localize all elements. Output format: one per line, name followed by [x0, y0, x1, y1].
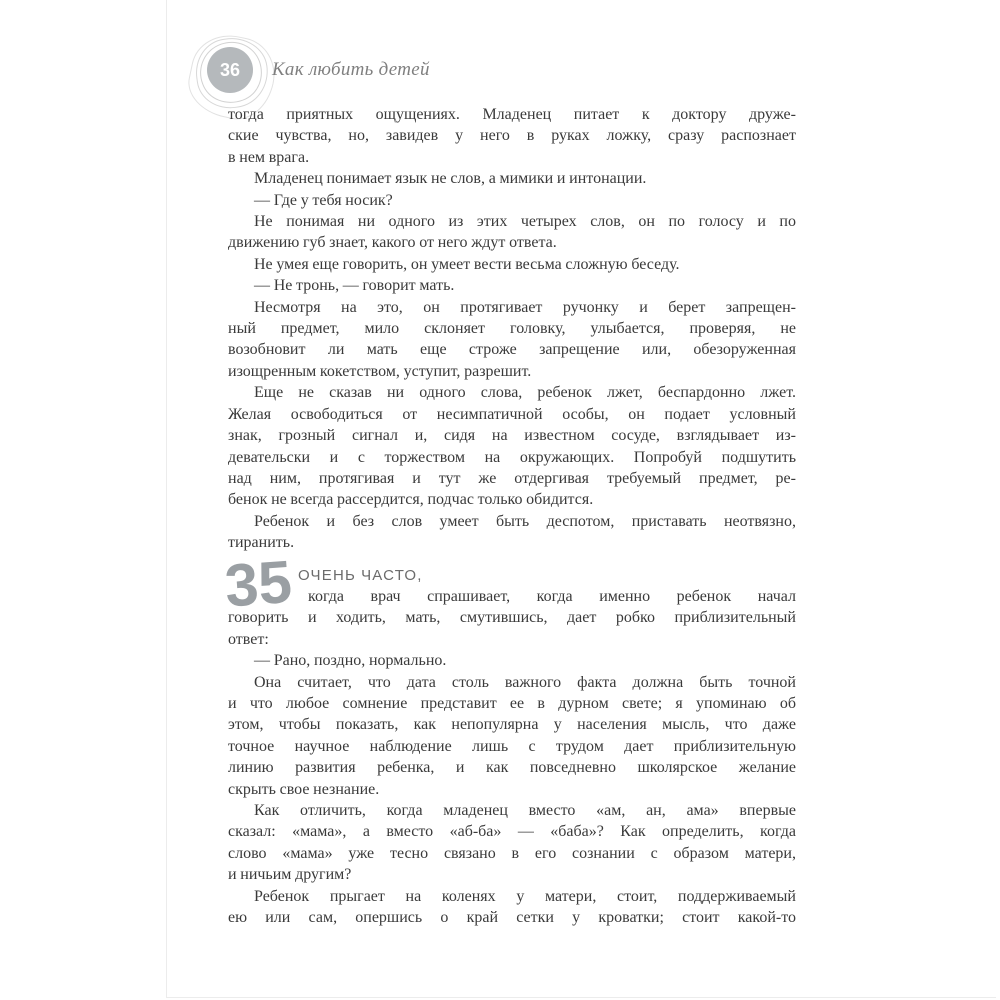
section-start: [222, 547, 796, 651]
text-line: изощренным кокетством, уступит, разрешит.: [228, 362, 532, 380]
text-line: сказал: «мама», а вместо «аб-ба» — «баба»? Как определить, когда: [228, 823, 796, 841]
page-edge-vertical: [166, 0, 167, 997]
paragraph: [228, 275, 796, 296]
paragraph: [228, 800, 796, 886]
text-line: Желая освободиться от несимпатичной особы, он подает условный: [228, 405, 796, 423]
paragraph: [228, 886, 796, 929]
text-line: ный предмет, мило склоняет головку, улыбается, проверяя, не: [228, 320, 796, 338]
page-number: 36: [207, 47, 253, 93]
text-line: — Рано, поздно, нормально.: [254, 652, 447, 670]
text-line: ответ:: [228, 630, 269, 648]
text-line: тиранить.: [228, 534, 295, 552]
text-line: точное научное наблюдение лишь с трудом дает приблизительную: [228, 737, 796, 755]
paragraph: [228, 672, 796, 800]
paragraph: [228, 511, 796, 554]
text-line: знак, грозный сигнал и, сидя на известном сосуде, взглядывает из-: [228, 427, 796, 445]
text-line: — Где у тебя носик?: [254, 191, 393, 209]
text-line: Ребенок прыгает на коленях у матери, стоит, поддерживаемый: [254, 887, 796, 905]
text-line: бенок не всегда рассердится, подчас только обидится.: [228, 491, 594, 509]
running-title: Как любить детей: [272, 59, 430, 80]
text-line: ские чувства, но, завидев у него в руках ложку, сразу распознает: [228, 127, 796, 145]
text-line: Несмотря на это, он протягивает ручонку и берет запрещен-: [254, 298, 796, 316]
text-line: этом, чтобы показать, как непопулярна у населения мысль, что даже: [228, 716, 796, 734]
text-line: возобновит ли мать еще строже запрещение или, обезоруженная: [228, 341, 796, 359]
text-line: Как отличить, когда младенец вместо «ам, ан, ама» впервые: [254, 802, 796, 819]
text-line: над ним, протягивая и тут же отдергивая требуемый предмет, ре-: [228, 469, 796, 487]
text-line: и ничьим другим?: [228, 866, 352, 884]
text-line: скрыть свое незнание.: [228, 780, 380, 798]
page-edge-horizontal: [166, 997, 996, 998]
paragraph: [228, 104, 796, 168]
text-block: [222, 104, 796, 928]
paragraph: [228, 382, 796, 510]
paragraph: [228, 650, 796, 671]
text-line: линию развития ребенка, и как повседневно школярское желание: [228, 759, 796, 777]
text-line: ею или сам, опершись о край сетки у кроватки; стоит какой-то: [228, 909, 796, 927]
text-line: тогда приятных ощущениях. Младенец питает к доктору друже-: [228, 106, 796, 123]
text-line: Не понимая ни одного из этих четырех слов, он по голосу и по: [254, 213, 796, 231]
paragraph: [228, 254, 796, 275]
text-line: движению губ знает, какого от него ждут ответа.: [228, 234, 557, 252]
paragraph: [228, 190, 796, 211]
text-line: Ребенок и без слов умеет быть деспотом, приставать неотвязно,: [254, 512, 796, 530]
text-line: Младенец понимает язык не слов, а мимики и интонации.: [254, 170, 647, 188]
text-line: Она считает, что дата столь важного факта должна быть точной: [254, 673, 796, 691]
text-line: говорить и ходить, мать, смутившись, дает робко приблизительный: [228, 609, 796, 627]
text-line: Не умея еще говорить, он умеет вести весьма сложную беседу.: [254, 255, 680, 273]
section-heading: ОЧЕНЬ ЧАСТО,: [298, 566, 423, 584]
text-line: — Не тронь, — говорит мать.: [254, 277, 455, 295]
text-line: и что любое сомнение представит ее в дурном свете; я упоминаю об: [228, 694, 796, 712]
paragraph: [228, 168, 796, 189]
paragraph: [228, 211, 796, 254]
text-line: Еще не сказав ни одного слова, ребенок лжет, беспардонно лжет.: [254, 384, 796, 402]
paragraph: [228, 297, 796, 383]
text-line: когда врач спрашивает, когда именно ребенок начал: [308, 587, 796, 605]
text-line: слово «мама» уже тесно связано в его сознании с образом матери,: [228, 844, 796, 862]
text-line: девательски и с торжеством на окружающих. Попробуй подшутить: [228, 448, 796, 466]
text-line: в нем врага.: [228, 148, 310, 166]
section-number: 35: [222, 547, 294, 619]
